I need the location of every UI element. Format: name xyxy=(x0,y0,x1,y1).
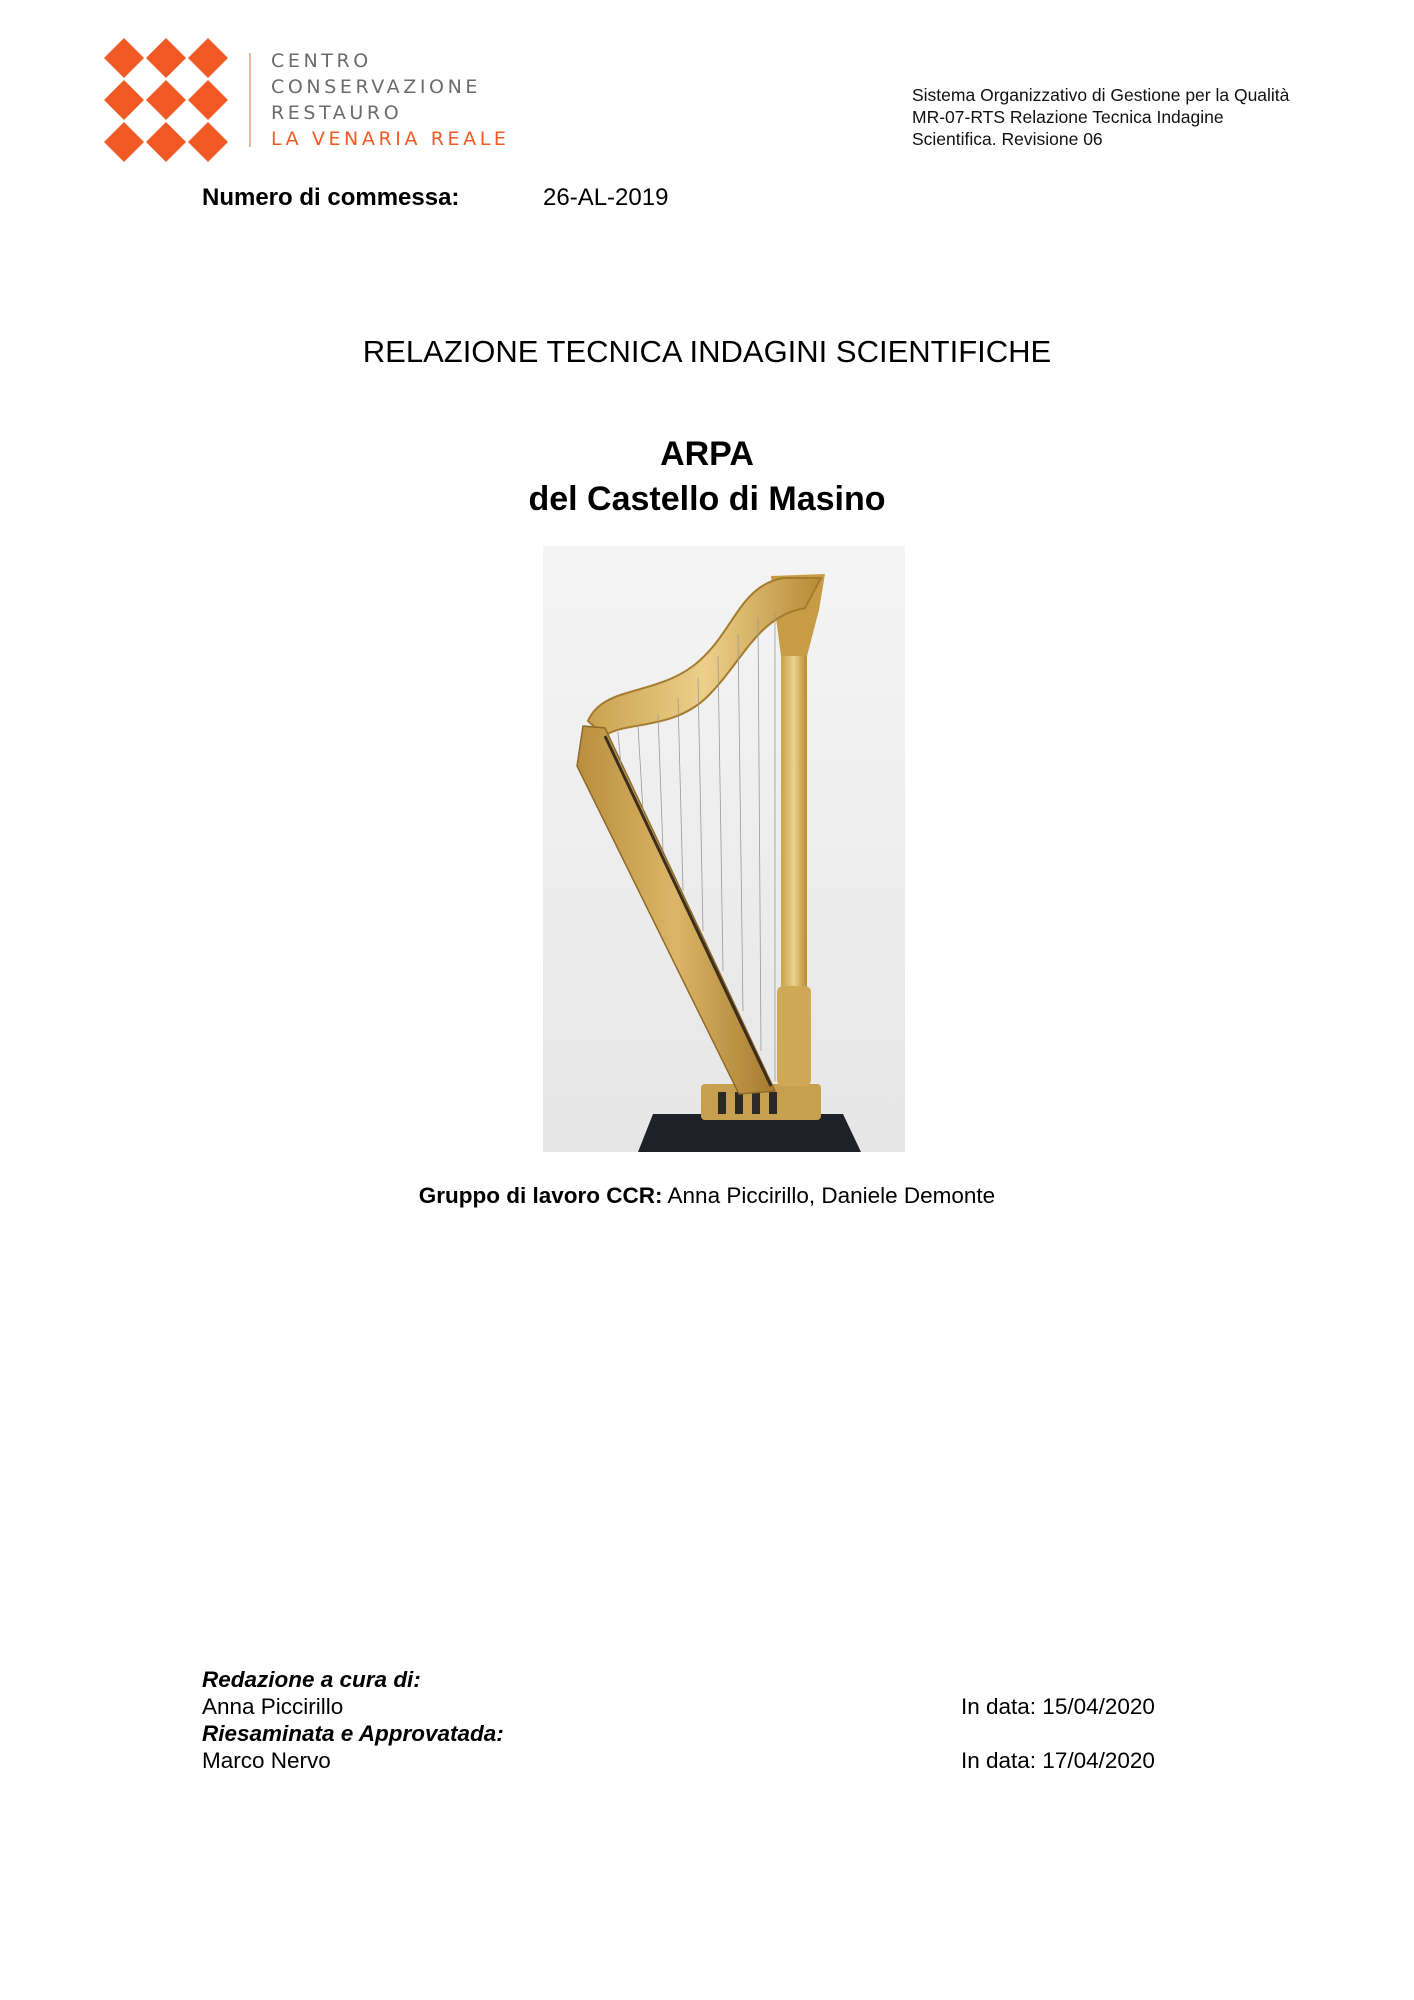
object-title-line-1: ARPA xyxy=(660,435,754,473)
report-title: RELAZIONE TECNICA INDAGINI SCIENTIFICHE xyxy=(362,334,1052,369)
logo-wordmark xyxy=(271,48,510,152)
header-line-2: MR-07-RTS Relazione Tecnica Indagine xyxy=(912,107,1224,127)
approved-date: In data: 17/04/2020 xyxy=(961,1748,1155,1773)
logo-line-centro: CENTRO xyxy=(271,50,372,72)
workgroup-members: Anna Piccirillo, Daniele Demonte xyxy=(662,1183,996,1208)
logo-line-conservazione: CONSERVAZIONE xyxy=(271,76,482,98)
logo-divider xyxy=(249,53,251,147)
harp-illustration-icon xyxy=(543,546,905,1152)
header-line-3: Scientifica. Revisione 06 xyxy=(912,129,1103,149)
commessa-label: Numero di commessa: xyxy=(202,184,460,211)
drafted-date: In data: 15/04/2020 xyxy=(961,1694,1155,1719)
logo-line-venaria: LA VENARIA REALE xyxy=(271,128,510,150)
workgroup-label: Gruppo di lavoro CCR: xyxy=(418,1183,663,1208)
diamond-grid-logo-icon xyxy=(103,37,229,163)
approved-by: Marco Nervo xyxy=(202,1748,331,1773)
drafted-by: Anna Piccirillo xyxy=(202,1694,344,1719)
drafted-label: Redazione a cura di: xyxy=(202,1667,421,1692)
harp-photo xyxy=(543,546,905,1152)
approved-label: Riesaminata e Approvatada: xyxy=(202,1721,504,1746)
workgroup-line xyxy=(0,1183,1414,1209)
logo-line-restauro: RESTAURO xyxy=(271,102,403,124)
object-title-line-2: del Castello di Masino xyxy=(528,480,886,518)
signature-block xyxy=(202,1666,504,1774)
commessa-value: 26-AL-2019 xyxy=(543,184,669,211)
quality-system-header xyxy=(912,84,1289,150)
header-line-1: Sistema Organizzativo di Gestione per la Qualità xyxy=(912,85,1290,105)
object-title xyxy=(0,432,1414,522)
